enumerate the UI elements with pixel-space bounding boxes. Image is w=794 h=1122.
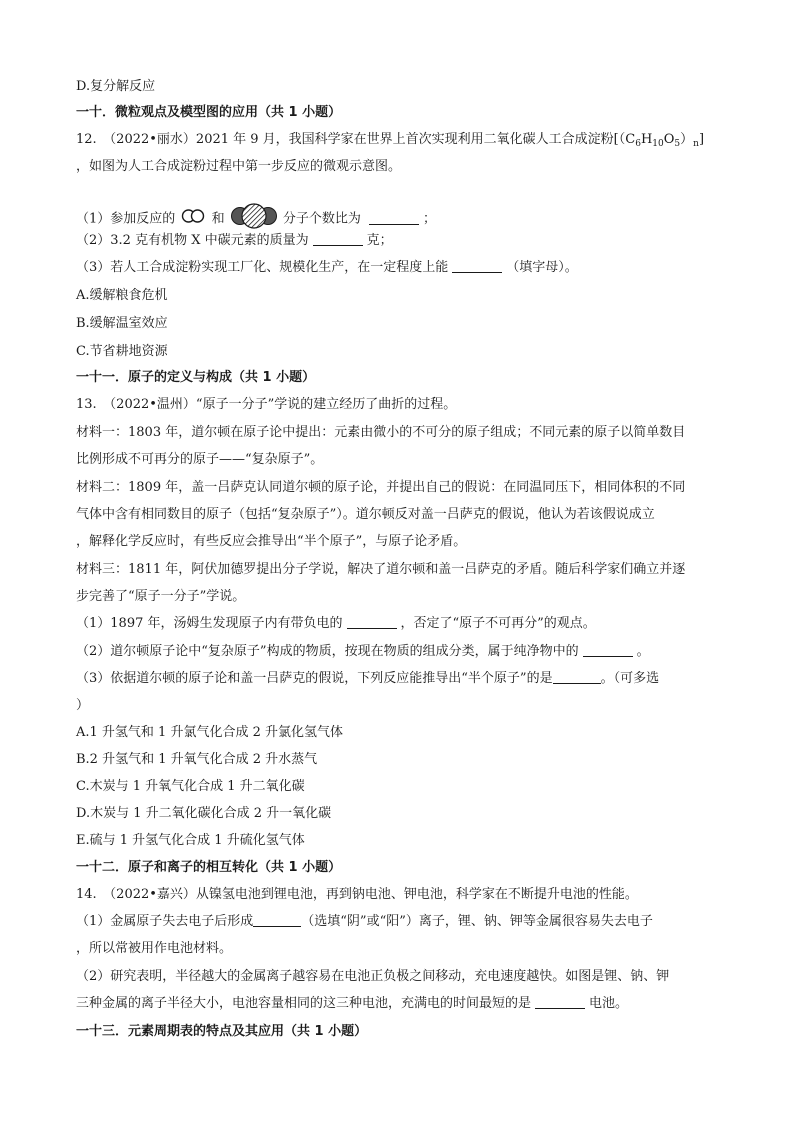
q14-part-1 (76, 913, 653, 931)
q14-2-end: 电池。 (589, 996, 629, 1011)
formula-subscript: 6 (635, 139, 641, 149)
answer-blank[interactable] (553, 671, 601, 684)
q12-2-end: 克； (366, 233, 393, 248)
q13-option-a: A.1 升氢气和 1 升氯气化合成 2 升氯化氢气体 (76, 725, 343, 740)
q13-3-end: 。（可多选 (600, 671, 660, 686)
q13-option-c: C.木炭与 1 升氧气化合成 1 升二氧化碳 (76, 779, 305, 794)
formula-subscript: 5 (674, 139, 681, 149)
q14-1-text-b: （选填“阴”或“阳”）离子，锂、钠、钾等金属很容易失去电子 (301, 914, 653, 929)
answer-blank[interactable] (535, 996, 585, 1009)
q12-1-text: （1）参加反应的 (76, 211, 176, 227)
q12-3-end: （填字母）。 (506, 260, 578, 275)
section-heading-11: 一十一．原子的定义与构成（共 1 小题） (76, 370, 316, 385)
q14-2-text: 三种金属的离子半径大小，电池容量相同的这三种电池，充满电的时间最短的是 (76, 996, 532, 1011)
formula-text: ） (680, 132, 694, 147)
q13-material-1-cont: 比例形成不可再分的原子——“复杂原子”。 (76, 452, 324, 467)
formula-text: ] (698, 132, 705, 147)
q14-part-2: （2）研究表明，半径越大的金属离子越容易在电池正负极之间移动，充电速度越快。如图是锂、钠、钾 (76, 969, 670, 984)
q13-option-b: B.2 升氢气和 1 升氧气化合成 2 升水蒸气 (76, 752, 318, 767)
q14-part-1-cont: ，所以常被用作电池材料。 (76, 941, 233, 956)
section-heading-12: 一十二．原子和离子的相互转化（共 1 小题） (76, 860, 342, 875)
q12-part-1 (76, 203, 436, 235)
q12-stem-text: 12. （2022•丽水）2021 年 9 月，我国科学家在世界上首次实现利用二氧化碳人工合成淀粉[（C (76, 132, 636, 147)
q13-3-text: （3）依据道尔顿的原子论和盖一吕萨克的假说，下列反应能推导出“半个原子”的是 (76, 671, 553, 686)
q12-1-text-b: 分子个数比为 (282, 211, 361, 227)
hydrogen-molecule-icon (181, 209, 205, 229)
answer-blank[interactable] (583, 644, 633, 657)
q12-option-c: C.节省耕地资源 (76, 344, 168, 359)
q13-2-text: （2）道尔顿原子论中“复杂原子”构成的物质，按现在物质的组成分类，属于纯净物中的 (76, 644, 579, 659)
q12-2-text: （2）3.2 克有机物 X 中碳元素的质量为 (76, 233, 309, 248)
section-heading-10: 一十．微粒观点及模型图的应用（共 1 小题） (76, 105, 342, 120)
answer-blank[interactable] (253, 914, 301, 927)
answer-blank[interactable] (369, 212, 419, 225)
q14-1-text: （1）金属原子失去电子后形成 (76, 914, 254, 929)
question-12-stem (76, 131, 704, 153)
q13-material-2-cont: 气体中含有相同数目的原子（包括“复杂原子”）。道尔顿反对盖一吕萨克的假说，他认为若该假说成立 (76, 507, 655, 522)
q13-1-text: （1）1897 年，汤姆生发现原子内有带负电的 (76, 616, 343, 631)
q13-option-e: E.硫与 1 升氢气化合成 1 升硫化氢气体 (76, 833, 305, 848)
q13-material-3-cont: 步完善了“原子一分子”学说。 (76, 589, 246, 604)
answer-blank[interactable] (347, 616, 397, 629)
formula-text: O (663, 132, 675, 147)
q13-option-d: D.木炭与 1 升二氧化碳化合成 2 升一氧化碳 (76, 806, 332, 821)
formula-subscript: 10 (652, 139, 664, 149)
q12-option-b: B.缓解温室效应 (76, 316, 168, 331)
q13-1-end: ，否定了“原子不可再分”的观点。 (400, 616, 596, 631)
q13-part-3 (76, 670, 659, 688)
q12-3-text: （3）若人工合成淀粉实现工厂化、规模化生产，在一定程度上能 (76, 260, 449, 275)
q13-material-3: 材料三：1811 年，阿伏加德罗提出分子学说，解决了道尔顿和盖一吕萨克的矛盾。随后科学家们确立并逐 (76, 562, 686, 577)
q12-option-a: A.缓解粮食危机 (76, 288, 168, 303)
q13-material-1: 材料一：1803 年，道尔顿在原子论中提出：元素由微小的不可分的原子组成；不同元素的原子以简单数目 (76, 425, 686, 440)
q14-part-2-cont (76, 995, 628, 1013)
q12-1-and: 和 (211, 211, 225, 227)
q13-part-3-cont: ） (76, 698, 90, 713)
carbon-dioxide-molecule-icon (231, 203, 277, 235)
option-d-line: D.复分解反应 (76, 79, 156, 94)
answer-blank[interactable] (313, 233, 363, 246)
answer-blank[interactable] (452, 260, 502, 273)
formula-text: H (640, 132, 653, 147)
question-14-stem: 14. （2022•嘉兴）从镍氢电池到锂电池，再到钠电池、钾电池，科学家在不断提升电池的性能。 (76, 887, 638, 902)
section-heading-13: 一十三．元素周期表的特点及其应用（共 1 小题） (76, 1024, 368, 1039)
question-13-stem: 13. （2022•温州）“原子一分子”学说的建立经历了曲折的过程。 (76, 397, 457, 412)
q13-material-2: 材料二：1809 年，盖一吕萨克认同道尔顿的原子论，并提出自己的假说：在同温同压下，相同体积的不同 (76, 480, 686, 495)
q13-part-1 (76, 615, 596, 633)
q13-2-end: 。 (636, 644, 650, 659)
q12-1-end: ； (423, 211, 437, 227)
formula-subscript: n (693, 139, 699, 149)
q12-part-2 (76, 232, 393, 250)
q12-part-3 (76, 259, 578, 277)
question-12-stem-cont: ，如图为人工合成淀粉过程中第一步反应的微观示意图。 (76, 159, 402, 174)
q13-material-2-cont2: ，解释化学反应时，有些反应会推导出“半个原子”，与原子论矛盾。 (76, 534, 467, 549)
q13-part-2 (76, 643, 650, 661)
